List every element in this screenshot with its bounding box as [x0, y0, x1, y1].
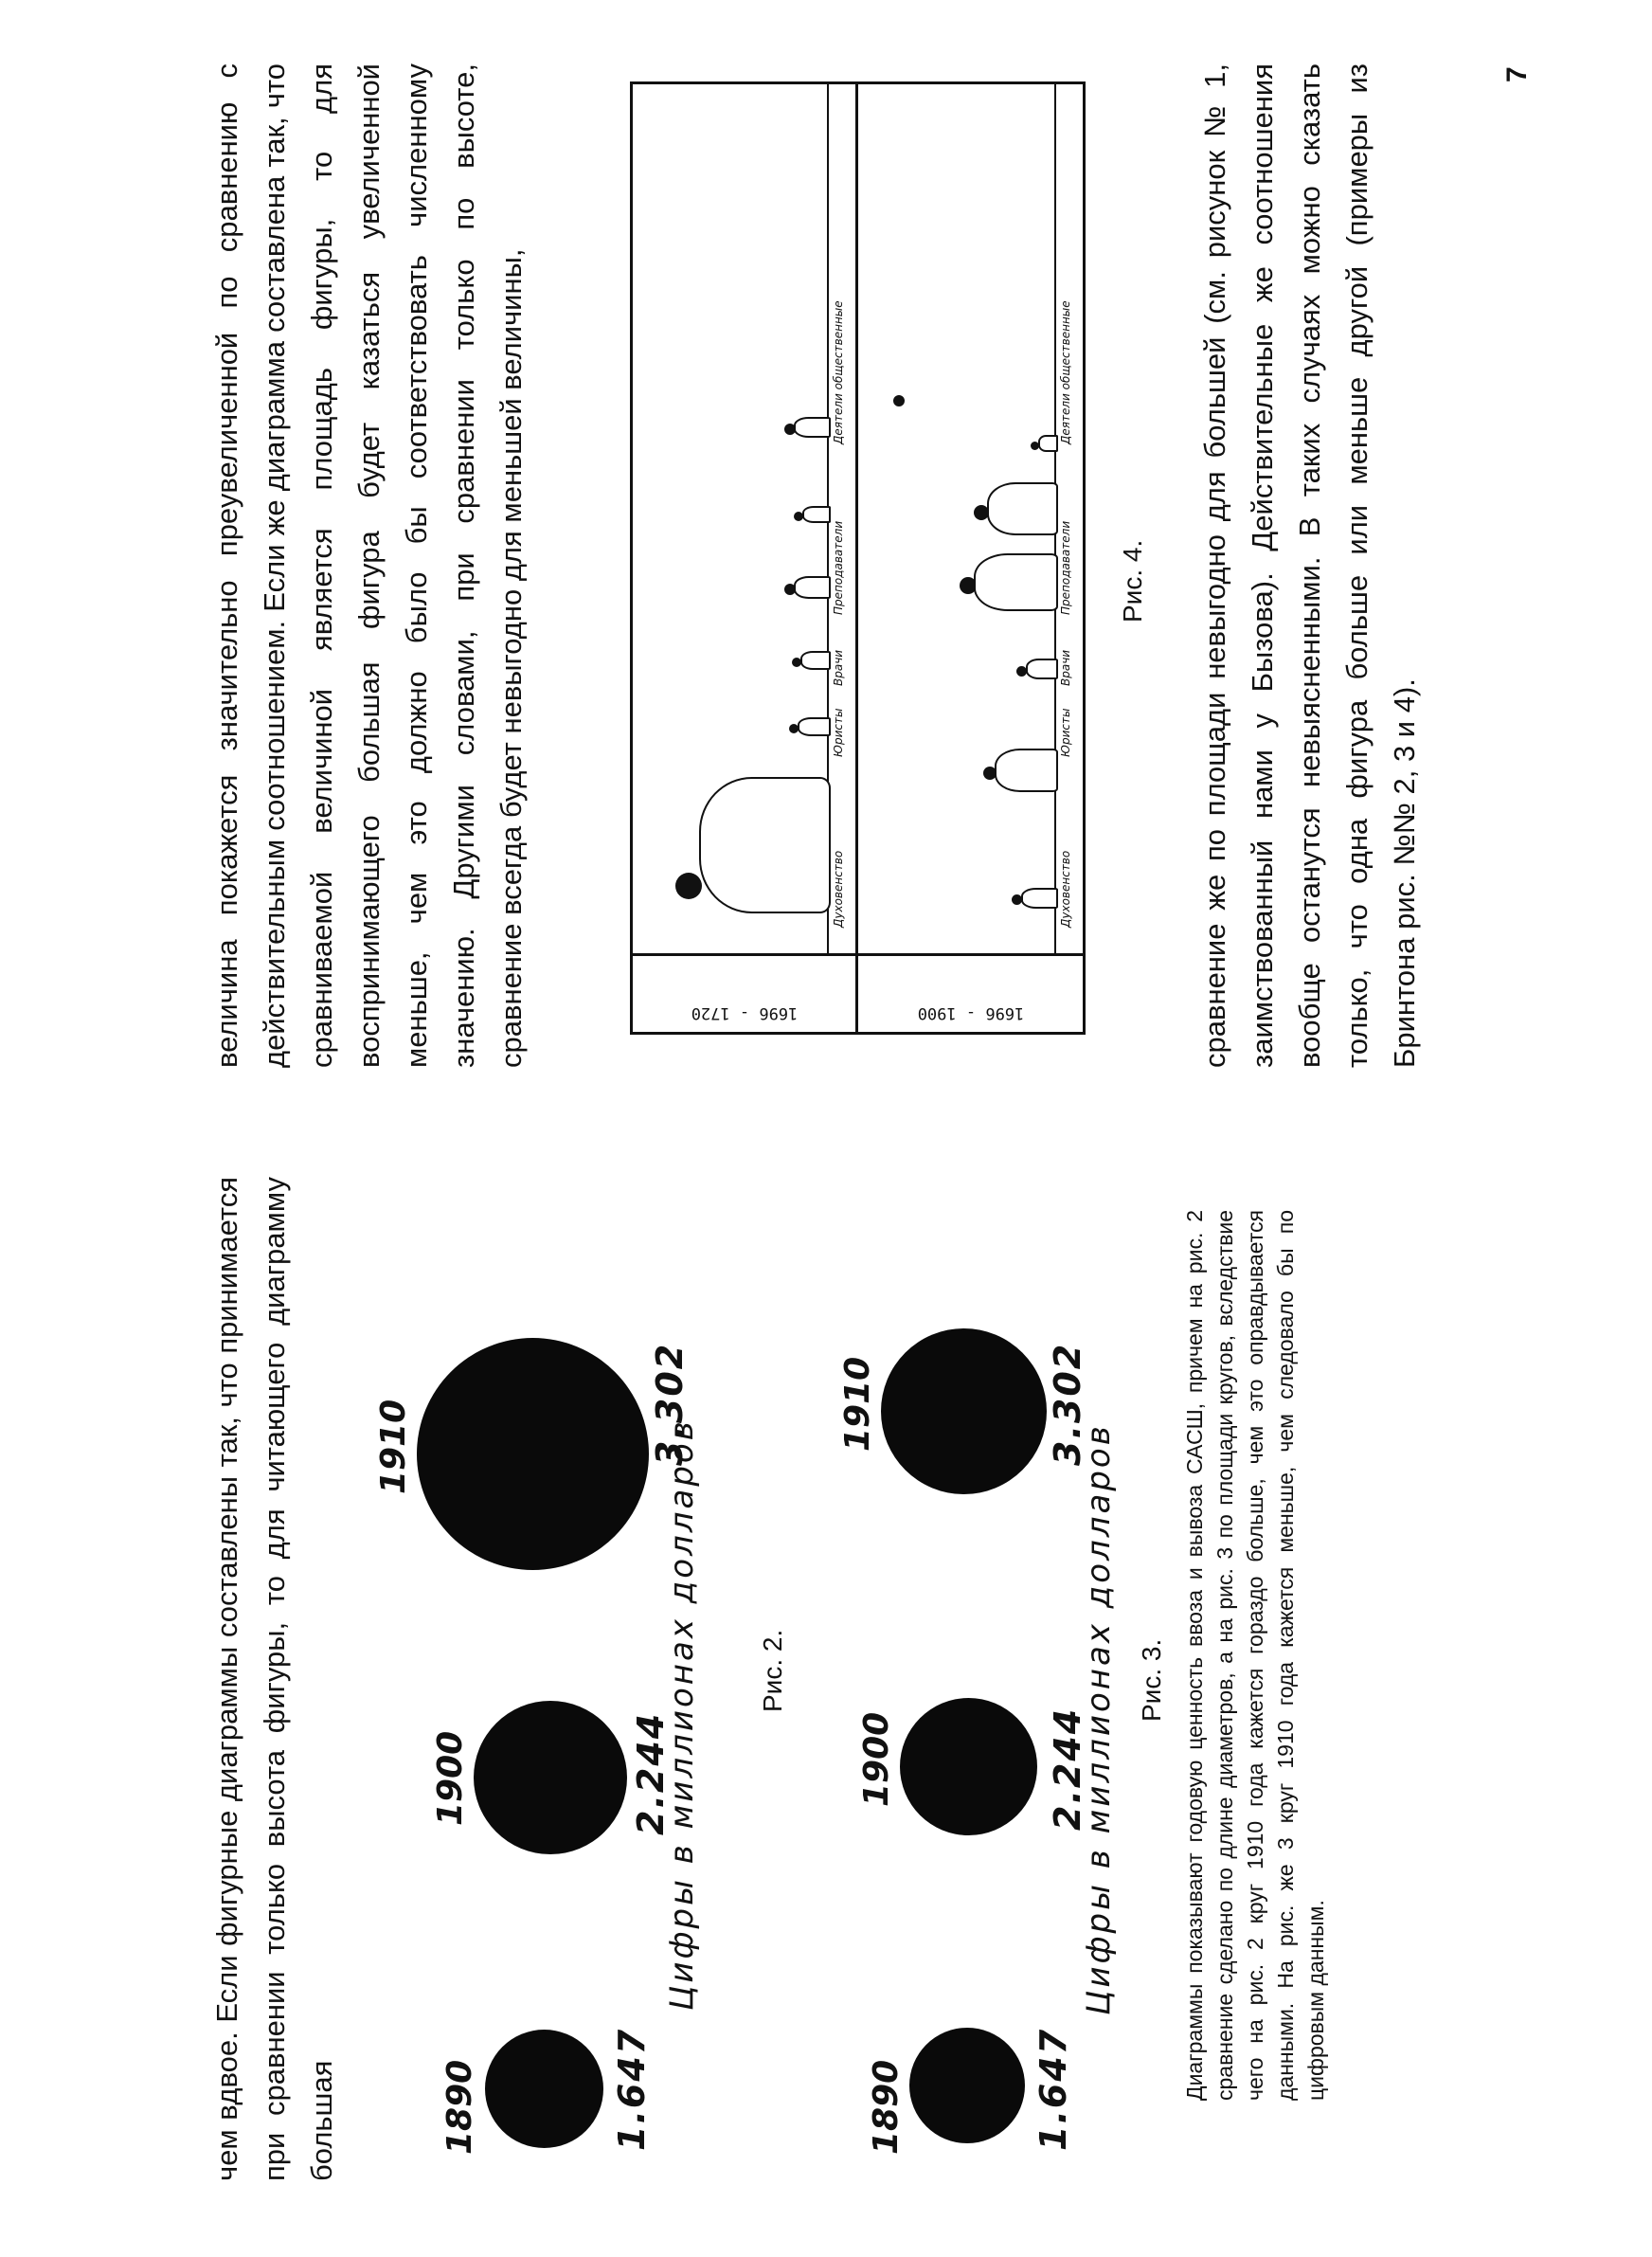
- ink-dot-icon: [893, 395, 905, 406]
- row-period-label: 1696 - 1900: [917, 1003, 1024, 1022]
- figure-caption: Рис. 2.: [758, 1629, 787, 1712]
- category-label: Деятели общественные: [832, 300, 845, 444]
- category-label: Юристы: [1059, 708, 1072, 757]
- circle-1890: [909, 2028, 1025, 2143]
- year-label: 1890: [440, 2059, 479, 2155]
- text-column-right-top: [204, 63, 535, 1068]
- circle-1910: [417, 1338, 649, 1570]
- row-header: [633, 953, 858, 1032]
- value-label: 3.302: [1047, 1342, 1088, 1466]
- paragraph-right-bottom: сравнение же по площади невыгодно для большей (см. рисунок № 1, заимствованный нами у Бызова). Действительные же соотношения вообще останутся невыясненными. В таких случаях можно сказать только, что одна фигура больше или меньше другой (примеры из Бринтона рис. №№ 2, 3 и 4).: [1198, 63, 1421, 1068]
- value-label: 2.244: [630, 1711, 672, 1835]
- value-label: 1.647: [611, 2027, 653, 2151]
- value-label: 1.647: [1032, 2027, 1074, 2151]
- category-label: Преподаватели: [1059, 520, 1072, 615]
- figure-4-pictorial-chart: [630, 81, 1086, 1035]
- figure-note: Диаграммы показывают годовую ценность ввоза и вывоза САСШ, причем на рис. 2 сравнение сделано по длине диаметров, а на рис. 3 по площади кругов, вследствие чего на рис. 2 круг 1910 года кажется гораздо больше, чем это оправдывается данными. На рис. же 3 круг 1910 года кажется меньше, чем следовало бы по цифровым данным.: [1182, 1210, 1328, 2101]
- category-label: Духовенство: [1059, 850, 1072, 928]
- category-label: Врачи: [1059, 649, 1072, 686]
- value-label: 3.302: [649, 1342, 691, 1466]
- lawyer-figure-icon: [789, 719, 827, 738]
- circle-1900: [900, 1698, 1037, 1835]
- year-label: 1890: [867, 2059, 906, 2155]
- unit-label: Цифры в миллионах долларов: [1080, 1423, 1118, 2015]
- doctor-figure-icon: [792, 653, 827, 672]
- page-number: 7: [1501, 66, 1533, 82]
- category-label: Юристы: [832, 708, 845, 757]
- teacher-figure-icon: [960, 553, 1054, 615]
- category-label: Врачи: [832, 649, 845, 686]
- lawyer-figure-icon: [983, 749, 1054, 795]
- official-figure-icon: [794, 508, 827, 525]
- doctor-figure-icon: [1016, 660, 1054, 681]
- paragraph-right-top: величина покажется значительно преувеличенной по сравнению с действительным соотношением. Если же диаграмма составлена так, что сравниваемой величиной является площадь фигуры, то для воспринимающего большая фигура будет казаться увеличенной меньше, чем это должно было бы соответствовать численному значению. Другими словами, при сравнении только по высоте, сравнение всегда будет невыгодно для меньшей величины,: [210, 63, 528, 1068]
- paragraph-left: чем вдвое. Если фигурные диаграммы составлены так, что принимается при сравнении только высота фигуры, то для читающего диаграмму большая: [210, 1177, 338, 2181]
- year-label: 1900: [431, 1730, 470, 1826]
- text-column-right-bottom: [1192, 63, 1428, 1068]
- row-divider: [855, 84, 858, 956]
- row-header: [858, 953, 1083, 1032]
- year-label: 1910: [374, 1399, 413, 1494]
- category-label: Духовенство: [832, 850, 845, 928]
- row-period-label: 1696 - 1720: [691, 1003, 798, 1022]
- unit-label: Цифры в миллионах долларов: [663, 1418, 701, 2011]
- value-label: 2.244: [1047, 1706, 1088, 1831]
- text-column-left: [204, 1177, 346, 2181]
- circle-1910: [881, 1328, 1047, 1494]
- official-figure-icon: [974, 482, 1054, 539]
- year-label: 1910: [838, 1356, 877, 1452]
- figure-caption: Рис. 4.: [1118, 539, 1147, 623]
- figure-caption: Рис. 3.: [1137, 1638, 1166, 1722]
- category-label: Преподаватели: [832, 520, 845, 615]
- public-figure-icon: [784, 419, 827, 440]
- category-label: Деятели общественные: [1059, 300, 1072, 444]
- public-figure-icon: [1031, 437, 1054, 454]
- clergy-figure-icon: [675, 767, 827, 928]
- circle-1890: [485, 2030, 603, 2148]
- teacher-figure-icon: [784, 578, 827, 601]
- year-label: 1900: [857, 1711, 896, 1807]
- clergy-figure-icon: [1012, 890, 1054, 911]
- circle-1900: [474, 1701, 627, 1854]
